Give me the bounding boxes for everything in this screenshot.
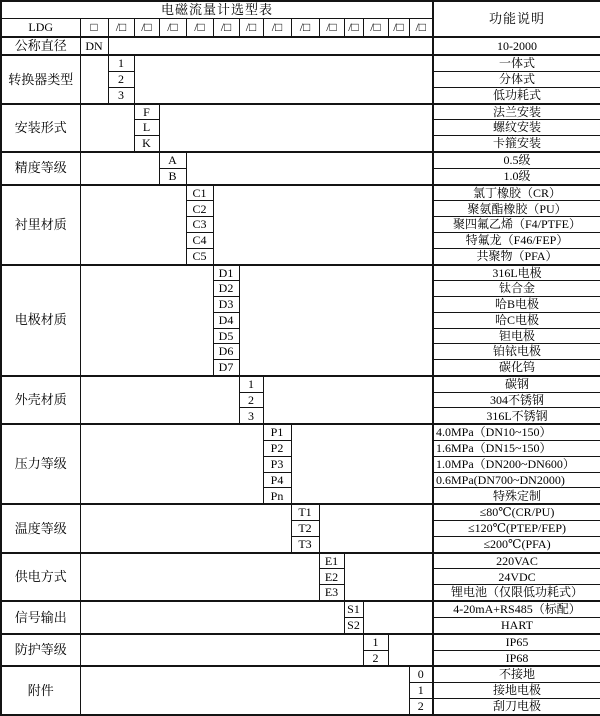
option-description: ≤200℃(PFA) xyxy=(433,536,600,552)
option-code: 2 xyxy=(363,650,388,666)
option-description: 4-20mA+RS485（标配） xyxy=(433,601,600,617)
option-code: T3 xyxy=(291,536,319,552)
option-code: 1 xyxy=(239,376,263,392)
model-slot-box: /□ xyxy=(213,18,239,37)
option-code: D1 xyxy=(213,265,239,281)
model-box: □ xyxy=(80,18,108,37)
option-description: 氯丁橡胶（CR） xyxy=(433,185,600,201)
option-description: 一体式 xyxy=(433,55,600,71)
option-description: 哈C电极 xyxy=(433,312,600,328)
spacer-cell xyxy=(213,185,433,265)
spacer-cell xyxy=(80,553,319,601)
category-label: 供电方式 xyxy=(1,553,80,601)
category-label: 安装形式 xyxy=(1,104,80,152)
spacer-cell xyxy=(80,152,159,185)
option-description: 不接地 xyxy=(433,666,600,682)
option-description: 铂铱电极 xyxy=(433,344,600,360)
option-description: 低功耗式 xyxy=(433,87,600,103)
option-description: 卡箍安装 xyxy=(433,136,600,152)
option-description: 钛合金 xyxy=(433,281,600,297)
category-label: 附件 xyxy=(1,666,80,715)
spacer-cell xyxy=(388,634,433,667)
spacer-cell xyxy=(134,55,433,103)
option-code: C3 xyxy=(186,217,213,233)
option-code: P1 xyxy=(263,424,291,440)
spacer-cell xyxy=(80,55,108,103)
option-code: 3 xyxy=(239,408,263,424)
option-code: T1 xyxy=(291,504,319,520)
option-code: P2 xyxy=(263,441,291,457)
option-description: 10-2000 xyxy=(433,37,600,55)
row-label-diameter: 公称直径 xyxy=(1,37,80,55)
option-code: 2 xyxy=(409,698,433,715)
option-code: 3 xyxy=(108,87,134,103)
spacer-cell xyxy=(80,504,291,552)
category-label: 信号输出 xyxy=(1,601,80,634)
option-code: C1 xyxy=(186,185,213,201)
spacer-cell xyxy=(80,424,263,504)
model-slot-box: /□ xyxy=(319,18,344,37)
model-slot-box: /□ xyxy=(159,18,186,37)
model-slot-box: /□ xyxy=(186,18,213,37)
option-code: B xyxy=(159,168,186,184)
spacer-cell xyxy=(80,376,239,424)
option-description: 4.0MPa（DN10~150） xyxy=(433,424,600,440)
model-slot-box: /□ xyxy=(363,18,388,37)
option-code: A xyxy=(159,152,186,168)
spacer-cell xyxy=(291,424,433,504)
page-title: 电磁流量计选型表 xyxy=(1,1,433,18)
option-description: 316L不锈钢 xyxy=(433,408,600,424)
option-code: F xyxy=(134,104,159,120)
option-description: 特殊定制 xyxy=(433,488,600,504)
option-description: 刮刀电极 xyxy=(433,698,600,715)
category-label: 精度等级 xyxy=(1,152,80,185)
model-slot-box: /□ xyxy=(409,18,433,37)
option-code: 1 xyxy=(108,55,134,71)
spacer-cell xyxy=(363,601,433,634)
option-description: 1.6MPa（DN15~150） xyxy=(433,441,600,457)
option-code: D2 xyxy=(213,281,239,297)
category-label: 转换器类型 xyxy=(1,55,80,103)
option-description: 螺纹安装 xyxy=(433,120,600,136)
option-code: D6 xyxy=(213,344,239,360)
option-description: ≤80℃(CR/PU) xyxy=(433,504,600,520)
option-description: 0.5级 xyxy=(433,152,600,168)
option-code: L xyxy=(134,120,159,136)
option-description: 碳化钨 xyxy=(433,360,600,376)
spacer-cell xyxy=(80,104,134,152)
option-code: 1 xyxy=(409,683,433,699)
spacer-cell xyxy=(239,265,433,376)
option-description: 24VDC xyxy=(433,569,600,585)
option-code: C2 xyxy=(186,201,213,217)
option-description: IP65 xyxy=(433,634,600,650)
option-description: 304不锈钢 xyxy=(433,392,600,408)
spacer-cell xyxy=(186,152,433,185)
option-code: 2 xyxy=(239,392,263,408)
option-code: 2 xyxy=(108,71,134,87)
category-label: 温度等级 xyxy=(1,504,80,552)
option-code: C4 xyxy=(186,232,213,248)
option-code: Pn xyxy=(263,488,291,504)
option-code: S2 xyxy=(344,617,363,633)
model-slot-box: /□ xyxy=(388,18,409,37)
option-code: D3 xyxy=(213,297,239,313)
option-description: 分体式 xyxy=(433,71,600,87)
option-description: ≤120℃(PTEP/FEP) xyxy=(433,521,600,537)
function-column-header: 功能说明 xyxy=(433,1,600,37)
option-description: 钽电极 xyxy=(433,328,600,344)
option-description: 特氟龙（F46/FEP） xyxy=(433,232,600,248)
spacer-cell xyxy=(344,553,433,601)
option-code: D4 xyxy=(213,312,239,328)
option-description: 碳钢 xyxy=(433,376,600,392)
option-description: 聚四氟乙烯（F4/PTFE） xyxy=(433,217,600,233)
option-description: 接地电极 xyxy=(433,683,600,699)
option-code: DN xyxy=(80,37,108,55)
option-code: P4 xyxy=(263,472,291,488)
spacer-cell xyxy=(80,666,409,715)
model-slot-box: /□ xyxy=(263,18,291,37)
model-slot-box: /□ xyxy=(344,18,363,37)
option-code: P3 xyxy=(263,456,291,472)
model-slot-box: /□ xyxy=(239,18,263,37)
category-label: 防护等级 xyxy=(1,634,80,667)
spacer-cell xyxy=(319,504,433,552)
option-code: E1 xyxy=(319,553,344,569)
option-description: 316L电极 xyxy=(433,265,600,281)
model-prefix: LDG xyxy=(1,18,80,37)
option-code: K xyxy=(134,136,159,152)
option-code: 0 xyxy=(409,666,433,682)
option-description: HART xyxy=(433,617,600,633)
spacer-cell xyxy=(159,104,433,152)
category-label: 外壳材质 xyxy=(1,376,80,424)
spacer-cell xyxy=(80,185,186,265)
category-label: 衬里材质 xyxy=(1,185,80,265)
option-code: D7 xyxy=(213,360,239,376)
spacer-cell xyxy=(108,37,433,55)
option-description: IP68 xyxy=(433,650,600,666)
option-code: E2 xyxy=(319,569,344,585)
model-slot-box: /□ xyxy=(291,18,319,37)
option-description: 1.0级 xyxy=(433,168,600,184)
spacer-cell xyxy=(80,601,344,634)
option-code: C5 xyxy=(186,248,213,264)
model-slot-box: /□ xyxy=(134,18,159,37)
option-description: 1.0MPa（DN200~DN600） xyxy=(433,456,600,472)
option-code: E3 xyxy=(319,585,344,601)
category-label: 压力等级 xyxy=(1,424,80,504)
spacer-cell xyxy=(263,376,433,424)
option-code: D5 xyxy=(213,328,239,344)
option-description: 锂电池（仅限低功耗式） xyxy=(433,585,600,601)
option-description: 共聚物（PFA） xyxy=(433,248,600,264)
option-description: 聚氨酯橡胶（PU） xyxy=(433,201,600,217)
model-slot-box: /□ xyxy=(108,18,134,37)
option-description: 220VAC xyxy=(433,553,600,569)
option-description: 法兰安装 xyxy=(433,104,600,120)
spacer-cell xyxy=(80,634,363,667)
category-label: 电极材质 xyxy=(1,265,80,376)
option-code: T2 xyxy=(291,521,319,537)
option-code: S1 xyxy=(344,601,363,617)
option-description: 0.6MPa(DN700~DN2000) xyxy=(433,472,600,488)
option-description: 哈B电极 xyxy=(433,297,600,313)
option-code: 1 xyxy=(363,634,388,650)
spacer-cell xyxy=(80,265,213,376)
